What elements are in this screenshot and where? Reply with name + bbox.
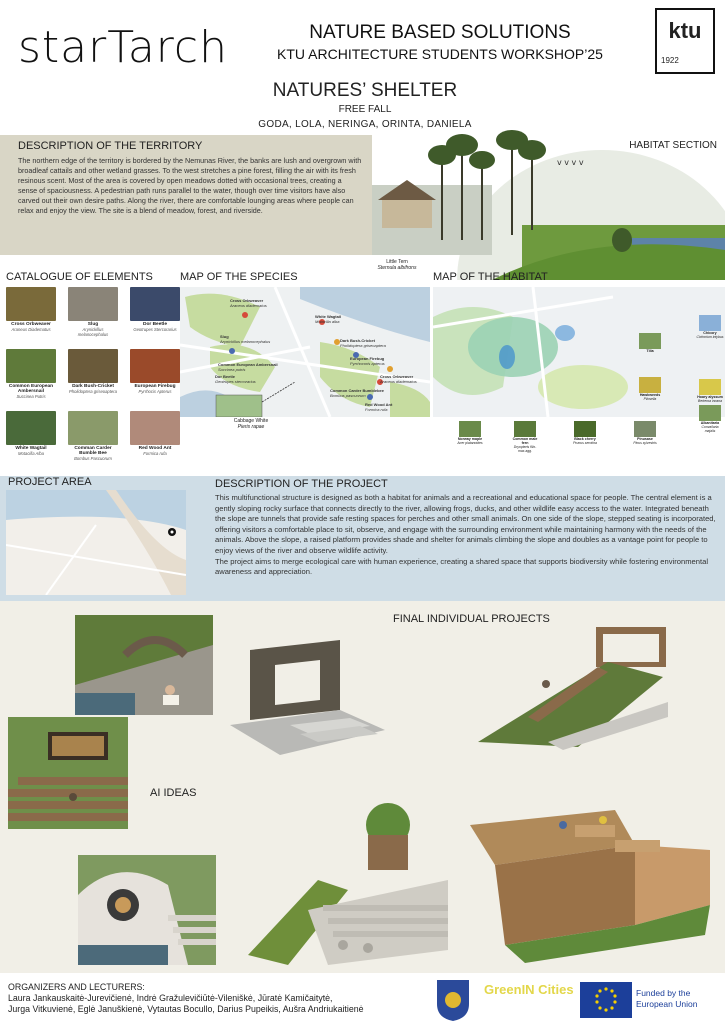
species-map-label-latin: Motacilla alba — [315, 319, 340, 324]
final-project-render-1 — [220, 630, 390, 760]
catalogue-item-name: Red Wood Ant — [138, 446, 172, 451]
catalogue-item-latin: Pyrrhocis Apterus — [138, 389, 172, 394]
catalogue-item-name: Slug — [87, 322, 99, 327]
habitat-plant-photo — [699, 315, 721, 331]
species-map-label-name: European Firebug — [350, 356, 385, 361]
catalogue-item-photo — [130, 349, 180, 383]
catalogue-item-photo — [68, 287, 118, 321]
ktu-logo — [655, 8, 715, 74]
tern-label — [372, 259, 422, 271]
team-name: FREE FALL — [338, 104, 392, 115]
habitat-plant-name: Chicory — [703, 331, 717, 335]
territory-text: The northern edge of the territory is bordered by the Nemunas River, the banks are lush and overgrown with broadleaf cattails and other wetland grasses. To the west stretches a pine forest, filling the air with its fresh resinous scent. Most of the area is covered by open meadows dotted with occasional trees, creating a sense of spaciousness. A pedestrian path runs parallel to the water, though over time visitors have also carved out their own desire paths. Along the river, there are comfortable lounging areas where people can relax and enjoy the view. The site is a blend of meadow, forest, and riverside. — [18, 156, 362, 215]
catalogue-item-photo — [130, 411, 180, 445]
catalogue-item-latin: Arynickillus melanocephalus — [77, 327, 109, 337]
habitat-plant-name: Common male fern — [512, 437, 538, 445]
ai-ideas-heading: AI IDEAS — [150, 787, 197, 799]
habitat-plant-latin: Convallaria majalis — [701, 425, 719, 433]
catalogue-item-name: Cross Orbweaver — [11, 322, 51, 327]
starTarch-logo: starTarch — [18, 22, 228, 73]
catalogue-item — [130, 287, 180, 332]
catalogue-item-latin: Pholidoptera griseoaptera — [69, 389, 117, 394]
habitat-plant-name: Alkanitaria — [700, 421, 720, 425]
team-members: GODA, LOLA, NERINGA, ORINTA, DANIELA — [258, 119, 472, 130]
catalogue-item-photo — [68, 349, 118, 383]
habitat-plant-photo — [639, 333, 661, 349]
svg-text:v v v v: v v v v — [557, 158, 584, 167]
catalogue-item — [130, 349, 180, 394]
species-map-label — [350, 356, 385, 366]
ai-idea-image-3 — [78, 855, 216, 965]
organizers-heading: ORGANIZERS AND LECTURERS: — [8, 982, 145, 992]
catalogue-item-latin: Succinea Putris — [16, 394, 46, 399]
species-map-label — [315, 314, 341, 324]
species-map-label-name: Cross Orbweaver — [380, 374, 414, 379]
species-labels — [215, 294, 420, 414]
ktu-logo-year: 1922 — [661, 56, 679, 65]
habitat-plant-photo — [574, 421, 596, 437]
habitat-plant — [696, 315, 724, 339]
catalogue-item-name: European Firebug — [134, 384, 176, 389]
catalogue-item-photo — [6, 411, 56, 445]
species-map-label-name: White Wagtail — [315, 314, 342, 319]
tern-latin: Sternula albifrons — [377, 265, 417, 271]
habitat-plant — [636, 333, 664, 353]
species-map-label-name: Cross Orbweaver — [230, 298, 264, 303]
project-title: NATURES’ SHELTER — [272, 80, 458, 101]
eu-flag-icon — [580, 982, 632, 1018]
habitat-plant — [696, 379, 724, 403]
species-map-label-latin: Succinea putris — [218, 367, 246, 372]
habitat-plant-latin: Berteroa incana — [698, 399, 722, 403]
cabbage-white-latin: Pieris rapae — [237, 424, 265, 430]
habitat-plant-name: Tilia — [646, 349, 654, 353]
final-project-render-2 — [468, 622, 668, 752]
cabbage-white-name: Cabbage White — [233, 418, 269, 424]
catalogue-item-latin: Araneus Diadematus — [11, 327, 51, 332]
species-map-label — [230, 298, 267, 308]
species-map-label-latin: Formica rufa — [365, 407, 388, 412]
habitat-plant-latin: Cichorium intybus — [696, 335, 724, 339]
workshop-subtitle: KTU ARCHITECTURE STUDENTS WORKSHOP’25 — [277, 46, 603, 62]
habitat-plant-name: Norway maple — [457, 437, 483, 441]
tern-name: Little Tern — [386, 259, 408, 265]
organizers — [8, 982, 364, 1015]
species-map-label-latin: Bombus pascuorum — [330, 393, 366, 398]
habitat-plant — [571, 421, 599, 445]
species-map-label — [340, 338, 386, 348]
catalogue-item — [68, 349, 118, 394]
species-map-label-latin: Pholidoptera griseoaptera — [340, 343, 386, 348]
project-description-p1: This multifunctional structure is designed as both a habitat for animals and a recreational and educational space for people. The central element is a gently sloping rocky surface that connects directly to the river, allowing frogs, ducks, and other wildlife easy access to the water. Integrated beneath the slope are tunnels that provide safe resting spaces for perches and other small animals. On one side of the slope, stepped seating is incorporated, offering visitors a comfortable place to sit, observe, and engage with the surrounding environment while maintaining harmony with the needs of the animals. Above the slope, a raised platform provides shade and shelter for animals climbing the slope and doubles as a vantage point for people to enjoy views of the river and observe wildlife activity. — [215, 493, 716, 555]
habitat-plant — [511, 421, 539, 453]
territory-heading: DESCRIPTION OF THE TERRITORY — [18, 140, 203, 152]
catalogue-item-latin: Formica rufa — [143, 451, 167, 456]
habitat-plant-latin: Pinus sylvestris — [633, 441, 657, 445]
habitat-plant-photo — [699, 405, 721, 421]
final-project-render-3 — [248, 800, 453, 965]
habitat-plant-latin: Prunus serotina — [573, 441, 597, 445]
habitat-plant — [456, 421, 484, 445]
map-species-heading: MAP OF THE SPECIES — [180, 271, 298, 283]
catalogue-item — [6, 349, 56, 399]
catalogue-item-latin: Motacilla Alba — [18, 451, 44, 456]
habitat-section-label: HABITAT SECTION — [629, 140, 717, 151]
eu-funded-text: Funded by the European Union — [636, 988, 698, 1009]
ai-idea-image-1 — [75, 615, 213, 715]
habitat-plant-photo — [634, 421, 656, 437]
organizers-line-1: Laura Jankauskaitė-Jurevičienė, Indrė Gražulevičiūtė-Vileniškė, Jūratė Kamičaitytė, — [8, 993, 333, 1003]
project-description — [215, 478, 720, 578]
species-map-label-latin: Arynickillus melanocephalus — [220, 339, 271, 344]
species-map-label — [220, 334, 270, 344]
ai-idea-image-2 — [8, 717, 128, 829]
organizers-line-2: Jurga Vitkuvienė, Eglė Januškienė, Vytautas Bocullo, Darius Pupeikis, Aušra Andriukaitienė — [8, 1004, 364, 1014]
species-map-label-name: Common European Ambersnail — [218, 362, 278, 367]
habitat-plant-name: Hawkweeds — [639, 393, 661, 397]
catalogue-item-name: White Wagtail — [15, 446, 47, 451]
catalogue-item — [130, 411, 180, 456]
project-description-p2: The project aims to merge ecological care with human experience, creating a shared space that supports biodiversity while fostering environmental awareness and appreciation. — [215, 556, 709, 577]
kaunas-coat-of-arms-icon — [435, 978, 471, 1022]
habitat-plant-name: Black cherry — [574, 437, 596, 441]
catalogue-item-latin: Bombus Pascuorum — [74, 456, 112, 461]
habitat-plant-photo — [514, 421, 536, 437]
greenin-cities-logo: GreenIN Cities — [484, 982, 574, 997]
map-habitat-heading: MAP OF THE HABITAT — [433, 271, 548, 283]
species-map-label-latin: Araneus diadematus — [380, 379, 417, 384]
catalogue-item-photo — [6, 349, 56, 383]
species-map-label-name: Slug — [220, 334, 229, 339]
catalogue-item — [68, 287, 118, 337]
project-area-heading: PROJECT AREA — [8, 476, 92, 488]
catalogue-item — [6, 287, 56, 332]
project-description-heading: DESCRIPTION OF THE PROJECT — [215, 478, 388, 490]
habitat-plant-latin: Pilosella — [643, 397, 657, 401]
species-map-label — [215, 374, 256, 384]
final-projects-heading: FINAL INDIVIDUAL PROJECTS — [393, 613, 550, 625]
species-map-label-latin: Pyrrhocoris apterus — [350, 361, 385, 366]
habitat-plant — [631, 421, 659, 445]
habitat-plant — [636, 377, 664, 401]
habitat-plant-name: Pinusase — [637, 437, 653, 441]
habitat-plant-latin: Dryopteris filix-mas agg. — [513, 445, 537, 453]
species-map-label — [380, 374, 417, 384]
workshop-title: NATURE BASED SOLUTIONS — [309, 22, 571, 43]
habitat-section-image — [372, 130, 725, 280]
species-map-label-name: Dor Beetle — [215, 374, 236, 379]
habitat-plant — [696, 405, 724, 433]
catalogue-item — [68, 411, 118, 461]
species-map-label — [218, 362, 278, 372]
catalogue-item-latin: Geotrupes Stercorarius — [133, 327, 177, 332]
catalogue-item-name: Common European Ambersnail — [8, 384, 54, 394]
species-map-label — [365, 402, 392, 412]
habitat-plants-panel — [457, 305, 725, 453]
ktu-logo-text: ktu — [668, 18, 702, 43]
project-area-map — [6, 490, 186, 595]
catalogue-heading: CATALOGUE OF ELEMENTS — [6, 271, 153, 283]
catalogue-item-name: Comman Carder Bumble Bee — [74, 446, 112, 456]
habitat-plant-photo — [639, 377, 661, 393]
habitat-plant-photo — [699, 379, 721, 395]
species-map-label-name: Red Wood Ant — [365, 402, 393, 407]
habitat-plant-name: Hoary alyssum — [697, 395, 723, 399]
final-project-render-4 — [465, 805, 710, 965]
catalogue-item — [6, 411, 56, 456]
cabbage-white-label — [226, 418, 276, 430]
catalogue-item-photo — [68, 411, 118, 445]
species-map-label-name: Dark Bush-Cricket — [340, 338, 375, 343]
species-map-label-name: Common Carder Bumblebee — [330, 388, 385, 393]
catalogue-item-photo — [130, 287, 180, 321]
habitat-plant-photo — [459, 421, 481, 437]
catalogue-item-name: Dor Beetle — [143, 322, 167, 327]
species-map-label — [330, 388, 384, 398]
catalogue-item-name: Dark Bush-Cricket — [72, 384, 114, 389]
territory-description-panel — [0, 135, 372, 255]
habitat-plant-latin: Acer platanoides — [457, 441, 483, 445]
catalogue-item-photo — [6, 287, 56, 321]
species-map-label-latin: Araneus diadematus — [230, 303, 267, 308]
species-map-label-latin: Geotrupes stercorarius — [215, 379, 256, 384]
